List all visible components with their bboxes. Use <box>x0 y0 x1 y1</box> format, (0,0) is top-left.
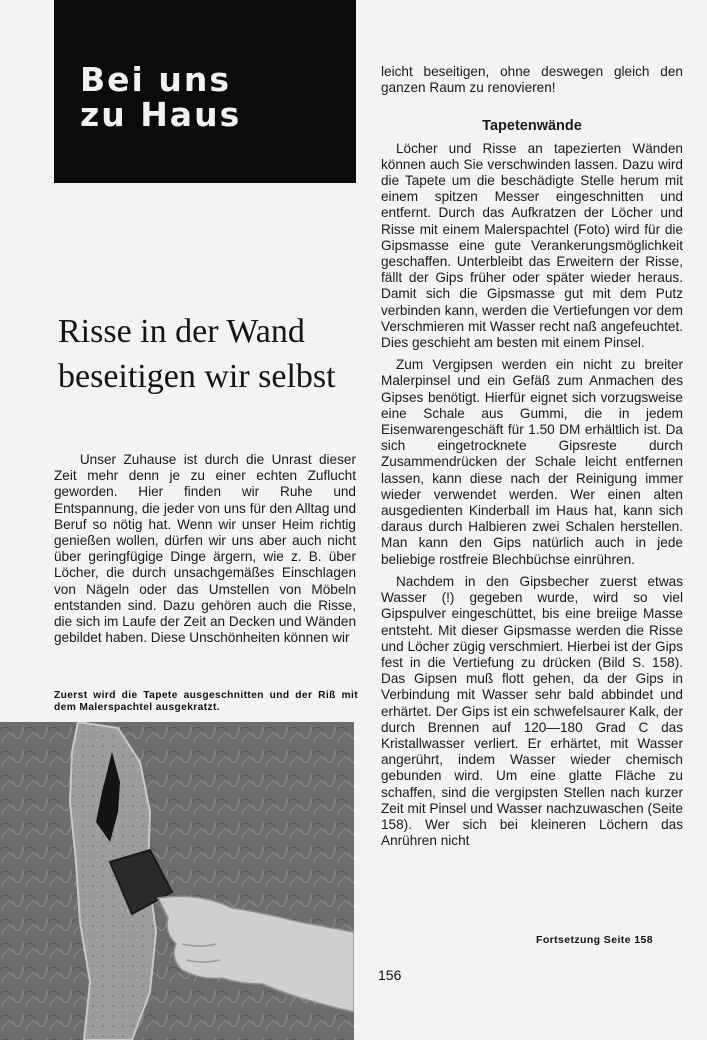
right-column <box>381 64 683 849</box>
section-header-block <box>54 0 356 183</box>
page-number: 156 <box>378 967 402 983</box>
continuation-note: Fortsetzung Seite 158 <box>536 934 653 946</box>
section-heading: Tapetenwände <box>482 118 582 135</box>
body-paragraph-3: Nachdem in den Gipsbecher zuerst etwas Wasser (!) gegeben wurde, wird so viel Gipspulver eingeschüttet, bis eine breiige Masse entsteht. Mit dieser Gipsmasse werden die Risse und Löcher zügig verschmiert. Hierbei ist der Gips fest in die Vertiefung zu drücken (Bild S. 158). Das Gipsen muß flott gehen, da der Gips in Verbindung mit Wasser sehr bald abbindet und erhärtet. Der Gips ist ein schwefelsaurer Kalk, der durch Brennen auf 120—180 Grad C das Kristallwasser verliert. Er erhärtet, mit Wasser angerührt, indem Wasser wieder chemisch gebunden wird. Um eine glatte Fläche zu schaffen, sind die vergipsten Stellen nach kurzer Zeit mit Pinsel und Wasser nachzuwaschen (Seite 158). Wer sich bei kleineren Löchern das Anrühren nicht <box>381 573 683 849</box>
section-header-line-2: zu Haus <box>80 95 242 134</box>
article-title-line-2: beseitigen wir selbst <box>58 358 336 395</box>
photo-spatula-scraping-crack <box>0 722 354 1040</box>
photo-illustration <box>0 722 354 1040</box>
body-paragraph-2: Zum Vergipsen werden ein nicht zu breiter Malerpinsel und ein Gefäß zum Anmachen des Gipses benötigt. Hierfür eignet sich vorzugsweise eine Schale aus Gummi, die in jedem Eisenwarengeschäft für 1.50 DM erhältlich ist. Da sich eingetrocknete Gipsreste durch Zusammendrücken der Schale leicht entfernen lassen, kann diese nach der Reinigung immer wieder verwendet werden. Wer einen alten ausgedienten Kinderball im Haus hat, kann sich daraus durch Halbieren zwei Schalen herstellen. Man kann den Gips natürlich auch in jede beliebige rostfreie Blechbüchse einrühren. <box>381 357 683 567</box>
right-intro-paragraph: leicht beseitigen, ohne deswegen gleich den ganzen Raum zu renovieren! <box>381 64 683 96</box>
photo-caption: Zuerst wird die Tapete ausgeschnitten und der Riß mit dem Malerspachtel ausgekratzt. <box>54 690 358 713</box>
section-header-line-1: Bei uns <box>80 60 231 99</box>
article-title-line-1: Risse in der Wand <box>58 313 305 350</box>
body-paragraph-1: Löcher und Risse an tapezierten Wänden können auch Sie verschwinden lassen. Dazu wird die Tapete um die beschädigte Stelle herum mit einem spitzen Messer eingeschnitten und entfernt. Durch das Aufkratzen der Löcher und Risse mit einem Malerspachtel (Foto) wird für die Gipsmasse eine gute Verankerungsmöglichkeit geschaffen. Unterbleibt das Erweitern der Risse, fällt der Gips früher oder später wieder heraus. Damit sich die Gipsmasse gut mit dem Putz verbinden kann, werden die Vertiefungen vor dem Verschmieren mit Wasser recht naß angefeuchtet. Dies geschieht am besten mit einem Pinsel. <box>381 140 683 351</box>
article-title <box>58 309 358 399</box>
intro-paragraph: Unser Zuhause ist durch die Unrast dieser Zeit mehr denn je zu einer echten Zuflucht geworden. Hier finden wir Ruhe und Entspannung, die jeder von uns für den Alltag und Beruf so nötig hat. Wenn wir unser Heim richtig genießen wollen, dürfen wir uns aber auch nicht über geringfügige Dinge ärgern, wie z. B. über Löcher, die durch unsachgemäßes Einschlagen von Nägeln oder das Umstellen von Möbeln entstanden sind. Dazu gehören auch die Risse, die sich im Laufe der Zeit an Decken und Wänden gebildet haben. Diese Unschönheiten können wir <box>54 452 356 646</box>
